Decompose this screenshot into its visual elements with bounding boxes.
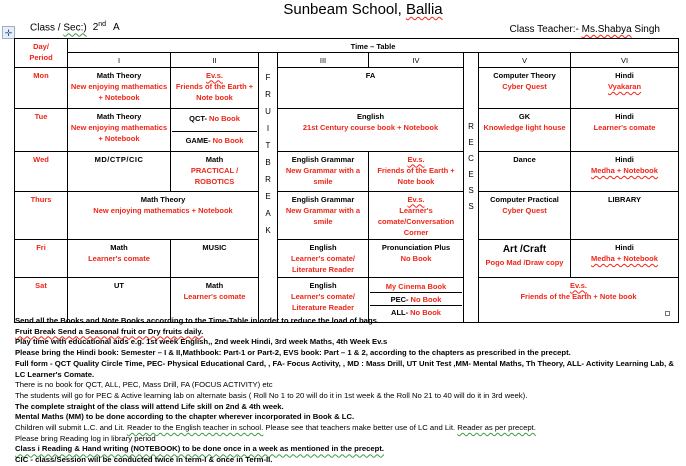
cell-thurs-1-2 <box>68 191 259 239</box>
teacher-surname: Singh <box>631 24 660 35</box>
cell-mon-2 <box>171 67 259 108</box>
cell-fri-2: MUSIC <box>171 239 259 277</box>
note-segment: Please see that teachers make better use of LC and Lit. <box>263 423 458 433</box>
cell-wed-1: MD/CTP/CIC <box>68 151 171 191</box>
book-label: Medha + Notebook <box>591 253 658 263</box>
cell-thurs-4 <box>369 191 464 239</box>
cell-thurs-5 <box>479 191 571 239</box>
note-segment: Children will submit L.C. and Lit. <box>15 423 127 433</box>
book-label: Friends of the Earth + Note book <box>377 165 455 186</box>
cell-sat-1: UT <box>68 277 171 322</box>
period-header-6: VI <box>571 53 679 67</box>
book-label: Learner's comate/ Literature Reader <box>291 253 355 274</box>
cell-mon-3-4: FA <box>278 67 464 108</box>
book-label: No Book <box>209 113 240 123</box>
timetable-title: Time – Table <box>68 39 679 53</box>
book-label: New Grammar with a smile <box>285 205 361 226</box>
subject-label: Hindi <box>615 242 634 252</box>
day-header-label: Day/ <box>33 42 49 51</box>
book-label: 21st Century course book + Notebook <box>302 122 439 132</box>
cell-tue-5 <box>479 108 571 151</box>
subject-label: Ev.s. <box>407 194 425 204</box>
recess-column <box>464 53 479 322</box>
fruit-break-letter: B <box>265 158 271 168</box>
note-line: Send all the Books and Note Books according to the Time-Table in order to reduce the load of bags. <box>15 316 380 325</box>
cell-fri-3 <box>278 239 369 277</box>
note-segment: ( Roll No 1 to 20 will do it in 1st week & the Roll No 21 to 40 will do it in 3rd week). <box>248 390 528 400</box>
period-header-label: Period <box>29 53 53 63</box>
subject-label: English Grammar <box>291 154 355 164</box>
subject-label: Math <box>205 280 224 290</box>
note-line: Full form - QCT Quality Circle Time, PEC- Physical Educational Card, , FA- Focus Activity, , MD : Mass Drill, UT Unit Test ,MM- Mental Maths, Th Theory, ALL- Activity Learning Lab, & LC Learner's Comate. <box>15 358 674 379</box>
fruit-break-letter: R <box>265 90 271 100</box>
subject-label: GAME- <box>185 135 211 145</box>
subject-label: Pronunciation Plus <box>381 242 451 252</box>
subject-label: Hindi <box>615 111 634 121</box>
fruit-break-letter: R <box>265 175 271 185</box>
fruit-break-letter: K <box>265 226 271 236</box>
sec-label: Sec:) <box>63 22 87 34</box>
recess-letter: E <box>468 169 474 179</box>
subject-label: Hindi <box>615 70 634 80</box>
cell-mon-5 <box>479 67 571 108</box>
cell-fri-5 <box>479 239 571 277</box>
day-label-thurs: Thurs <box>15 191 68 239</box>
note-segment: The students will go for PEC & Active learning lab on alternate basis <box>15 390 249 400</box>
cell-wed-3 <box>278 151 369 191</box>
subject-label: Hindi <box>615 154 634 164</box>
book-label: Vyakaran <box>607 81 642 91</box>
notes-section <box>15 316 679 466</box>
subject-label: Computer Practical <box>490 194 559 204</box>
teacher-name: Ms.Shabya <box>581 24 632 35</box>
cell-sat-4-b <box>370 293 462 306</box>
cell-tue-2-top <box>172 111 257 132</box>
book-label: Friends of the Earth + Note book <box>520 291 637 301</box>
subject-label: Math Theory <box>96 111 142 121</box>
fruit-break-letter: T <box>265 141 271 151</box>
class-label: Class / <box>30 22 64 34</box>
book-label: PRACTICAL / ROBOTICS <box>190 165 239 186</box>
cell-wed-6 <box>571 151 679 191</box>
recess-letter: R <box>468 121 474 131</box>
note-line: Mental Maths (MM) to be done according to the chapter wherever incorporated in Book & LC. <box>15 412 355 422</box>
book-label: Learner's comate/Conversation Corner <box>377 205 455 238</box>
cell-wed-4 <box>369 151 464 191</box>
subject-label: ALL- <box>391 307 409 317</box>
fruit-break-letter: E <box>265 192 271 202</box>
cell-thurs-3 <box>278 191 369 239</box>
school-name: Sunbeam School, <box>283 1 406 18</box>
note-line: There is no book for QCT, ALL, PEC, Mass Drill, FA (FOCUS ACTIVITY) etc <box>15 380 273 390</box>
note-line: Play time with educational aids e.g. 1st week English,, 2nd week Hindi, 3rd week Maths, 4th Week Ev.s <box>15 337 388 347</box>
book-label: Learner's comate/ Literature Reader <box>291 291 355 312</box>
period-header-1: I <box>68 53 171 67</box>
book-label: Cyber Quest <box>502 81 547 91</box>
subject-label: QCT- <box>189 113 208 123</box>
cell-tue-6 <box>571 108 679 151</box>
fruit-break-letter: U <box>265 107 271 117</box>
period-header-4: IV <box>369 53 464 67</box>
cell-fri-4 <box>369 239 464 277</box>
note-line: Class i Reading & Hand writing (NOTEBOOK) to be done once in a week as mentioned in the precept. <box>15 444 385 454</box>
note-segment: Reader as per precept. <box>457 423 536 433</box>
fruit-break-letter: F <box>265 73 271 83</box>
cell-wed-2 <box>171 151 259 191</box>
subject-label: Ev.s. <box>407 154 425 164</box>
subject-label: English <box>309 242 337 252</box>
day-label-fri: Fri <box>15 239 68 277</box>
subject-label: English <box>309 280 337 290</box>
subject-label: Computer Theory <box>493 70 556 80</box>
book-label: Learner's comate <box>593 122 656 132</box>
period-header-5: V <box>479 53 571 67</box>
recess-letter: E <box>468 137 474 147</box>
cell-tue-2-bottom <box>172 132 257 146</box>
book-label: Learner's comate <box>88 253 150 263</box>
class-number: 2 <box>92 22 99 34</box>
cell-thurs-6: LIBRARY <box>571 191 679 239</box>
cell-tue-2 <box>171 108 259 151</box>
recess-letter: S <box>468 201 474 211</box>
teacher-info <box>510 24 660 35</box>
note-line: Please bring Reading log in library period <box>15 433 156 443</box>
note-line <box>15 391 679 402</box>
book-label: No Book <box>400 253 432 263</box>
subject-label: English <box>356 111 385 121</box>
note-line: CIC - class/Session will be conducted twice in term-I & once in Term-II. <box>15 455 273 465</box>
cell-mon-1 <box>68 67 171 108</box>
book-label: Learner's comate <box>183 291 246 301</box>
book-label: New Grammar with a smile <box>285 165 361 186</box>
subject-label: Math Theory <box>96 70 142 80</box>
cell-tue-3-4 <box>278 108 464 151</box>
subject-label: PEC- <box>390 294 409 304</box>
recess-letter: C <box>468 153 474 163</box>
page-title <box>40 1 686 18</box>
day-label-wed: Wed <box>15 151 68 191</box>
subject-label: Ev.s. <box>570 280 587 290</box>
subject-label: Ev.s. <box>206 70 223 80</box>
note-line <box>15 423 679 434</box>
fruit-break-letter: A <box>265 209 271 219</box>
book-label: Pogo Mad /Draw copy <box>485 257 564 267</box>
fruit-break-letter: I <box>266 124 270 134</box>
class-info <box>30 21 120 33</box>
day-period-header <box>15 39 68 68</box>
cell-fri-1 <box>68 239 171 277</box>
day-label-mon: Mon <box>15 67 68 108</box>
book-label: No Book <box>410 307 441 317</box>
fruit-break-column <box>259 53 278 322</box>
cell-fri-6 <box>571 239 679 277</box>
move-handle-icon[interactable]: ✛ <box>2 26 15 39</box>
period-header-3: III <box>278 53 369 67</box>
cell-mon-6 <box>571 67 679 108</box>
subject-label: English Grammar <box>291 194 355 204</box>
cell-sat-4-a <box>370 280 462 293</box>
book-label: Friends of the Earth + Note book <box>175 81 254 102</box>
day-label-sat: Sat <box>15 277 68 322</box>
note-line: Fruit Break Send a Seasonal fruit or Dry fruits daily. <box>15 326 204 336</box>
book-label: Knowledge light house <box>483 122 566 132</box>
note-line: The complete straight of the class will attend Life skill on 2nd & 4th week. <box>15 401 284 411</box>
book-label: No Book <box>212 135 244 145</box>
note-line: Please bring the Hindi book: Semester – I & II,Mathbook: Part-1 or Part-2, EVS book: Part – 1 & 2, according to the chapters as prescribed in the precept. <box>15 348 571 358</box>
class-section: A <box>113 22 120 34</box>
book-label: New enjoying mathematics + Notebook <box>70 81 168 102</box>
timetable <box>14 38 679 323</box>
book-label: New enjoying mathematics + Notebook <box>70 122 168 143</box>
recess-letter: S <box>468 185 474 195</box>
book-label: My Cinema Book <box>385 281 447 291</box>
book-label: Medha + Notebook <box>591 165 658 175</box>
subject-label: Math Theory <box>140 194 186 204</box>
subject-label: Art /Craft <box>502 243 547 255</box>
school-city: Ballia <box>405 1 443 18</box>
class-number-suffix: nd <box>98 21 107 28</box>
book-label: Cyber Quest <box>502 205 547 215</box>
cell-wed-5: Dance <box>479 151 571 191</box>
period-header-2: II <box>171 53 259 67</box>
teacher-label: Class Teacher:- <box>509 24 582 35</box>
subject-label: Math <box>205 154 224 164</box>
subject-label: Math <box>110 242 128 252</box>
book-label: No Book <box>410 294 442 304</box>
subject-label: GK <box>518 111 531 121</box>
cell-tue-1 <box>68 108 171 151</box>
note-segment: Reader to the English teacher in school. <box>126 423 264 433</box>
day-label-tue: Tue <box>15 108 68 151</box>
book-label: New enjoying mathematics + Notebook <box>93 205 233 215</box>
